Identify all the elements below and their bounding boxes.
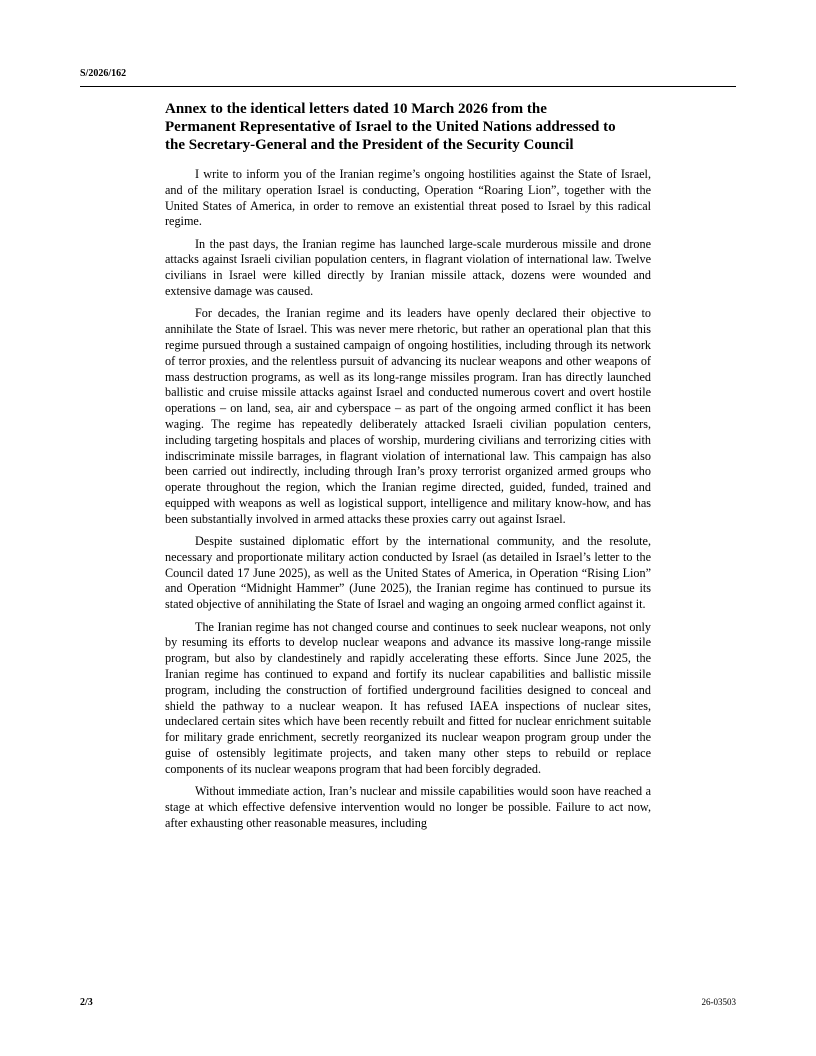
paragraph-1: I write to inform you of the Iranian regime’s ongoing hostilities against the State of Israel, and of the military operation Israel is conducting, Operation “Roaring Lion”, together with the United States of America, in order to remove an existential threat posed to Israel by this radical regime.: [165, 167, 651, 229]
paragraph-3: For decades, the Iranian regime and its leaders have openly declared their objective to annihilate the State of Israel. This was never mere rhetoric, but rather an operational plan that this regime pursued through a sustained campaign of ongoing hostilities, including through its network of terror proxies, and the relentless pursuit of advancing its nuclear weapons and other weapons of mass destruction programs, as well as its long-range missiles program. Iran has directly launched ballistic and cruise missile attacks against Israel and conducted numerous covert and overt hostile operations – on land, sea, air and cyberspace – as part of the ongoing armed conflict it has been waging. The regime has repeatedly deliberately attacked Israeli civilian population centers, including targeting hospitals and places of worship, murdering civilians and terrorizing cities with indiscriminate missile barrages, in flagrant violation of international law. This campaign has also been carried out indirectly, including through Iran’s proxy terrorist organized armed groups who operate throughout the region, which the Iranian regime directed, guided, funded, trained and equipped with weapons as well as logistical support, intelligence and military know-how, and has been substantially involved in armed attacks these proxies carry out against Israel.: [165, 306, 651, 526]
paragraph-4: Despite sustained diplomatic effort by the international community, and the resolute, necessary and proportionate military action conducted by Israel (as detailed in Israel’s letter to the Council dated 17 June 2025), as well as the United States of America, in Operation “Rising Lion” and Operation “Midnight Hammer” (June 2025), the Iranian regime has continued to pursue its stated objective of annihilating the State of Israel and waging an ongoing armed conflict against it.: [165, 534, 651, 612]
page-number: 2/3: [80, 997, 93, 1008]
paragraph-2: In the past days, the Iranian regime has launched large-scale murderous missile and drone attacks against Israeli civilian population centers, in flagrant violation of international law. Twelve civilians in Israel were killed directly by Iranian missile attack, dozens were wounded and extensive damage was caused.: [165, 236, 651, 299]
document-body: [165, 100, 651, 838]
annex-title: Annex to the identical letters dated 10 March 2026 from the Permanent Representative of Israel to the United Nations addressed to the Secretary-General and the President of the Security Council: [165, 101, 616, 153]
paragraph-6: Without immediate action, Iran’s nuclear and missile capabilities would soon have reached a stage at which effective defensive intervention would no longer be possible. Failure to act now, after exhausting other reasonable measures, including: [165, 783, 651, 830]
paragraph-5: The Iranian regime has not changed course and continues to seek nuclear weapons, not only by resuming its efforts to develop nuclear weapons and advance its massive long-range missile program, but also by clandestinely and rapidly accelerating these efforts. Since June 2025, the Iranian regime has continued to expand and fortify its nuclear capabilities and ballistic missile program, including the construction of fortified underground facilities designed to conceal and shield the pathway to a nuclear weapon. It has refused IAEA inspections of nuclear sites, undeclared certain sites which have been recently rebuilt and fitted for nuclear enrichment suitable for military grade enrichment, secretly reorganized its nuclear weapon program group under the guise of ostensibly legitimate projects, and taken many other steps to rebuild or replace components of its nuclear weapons program that had been forcibly degraded.: [165, 619, 651, 776]
document-symbol: S/2026/162: [80, 68, 127, 79]
header-rule: [80, 86, 736, 87]
job-number: 26-03503: [701, 997, 736, 1007]
